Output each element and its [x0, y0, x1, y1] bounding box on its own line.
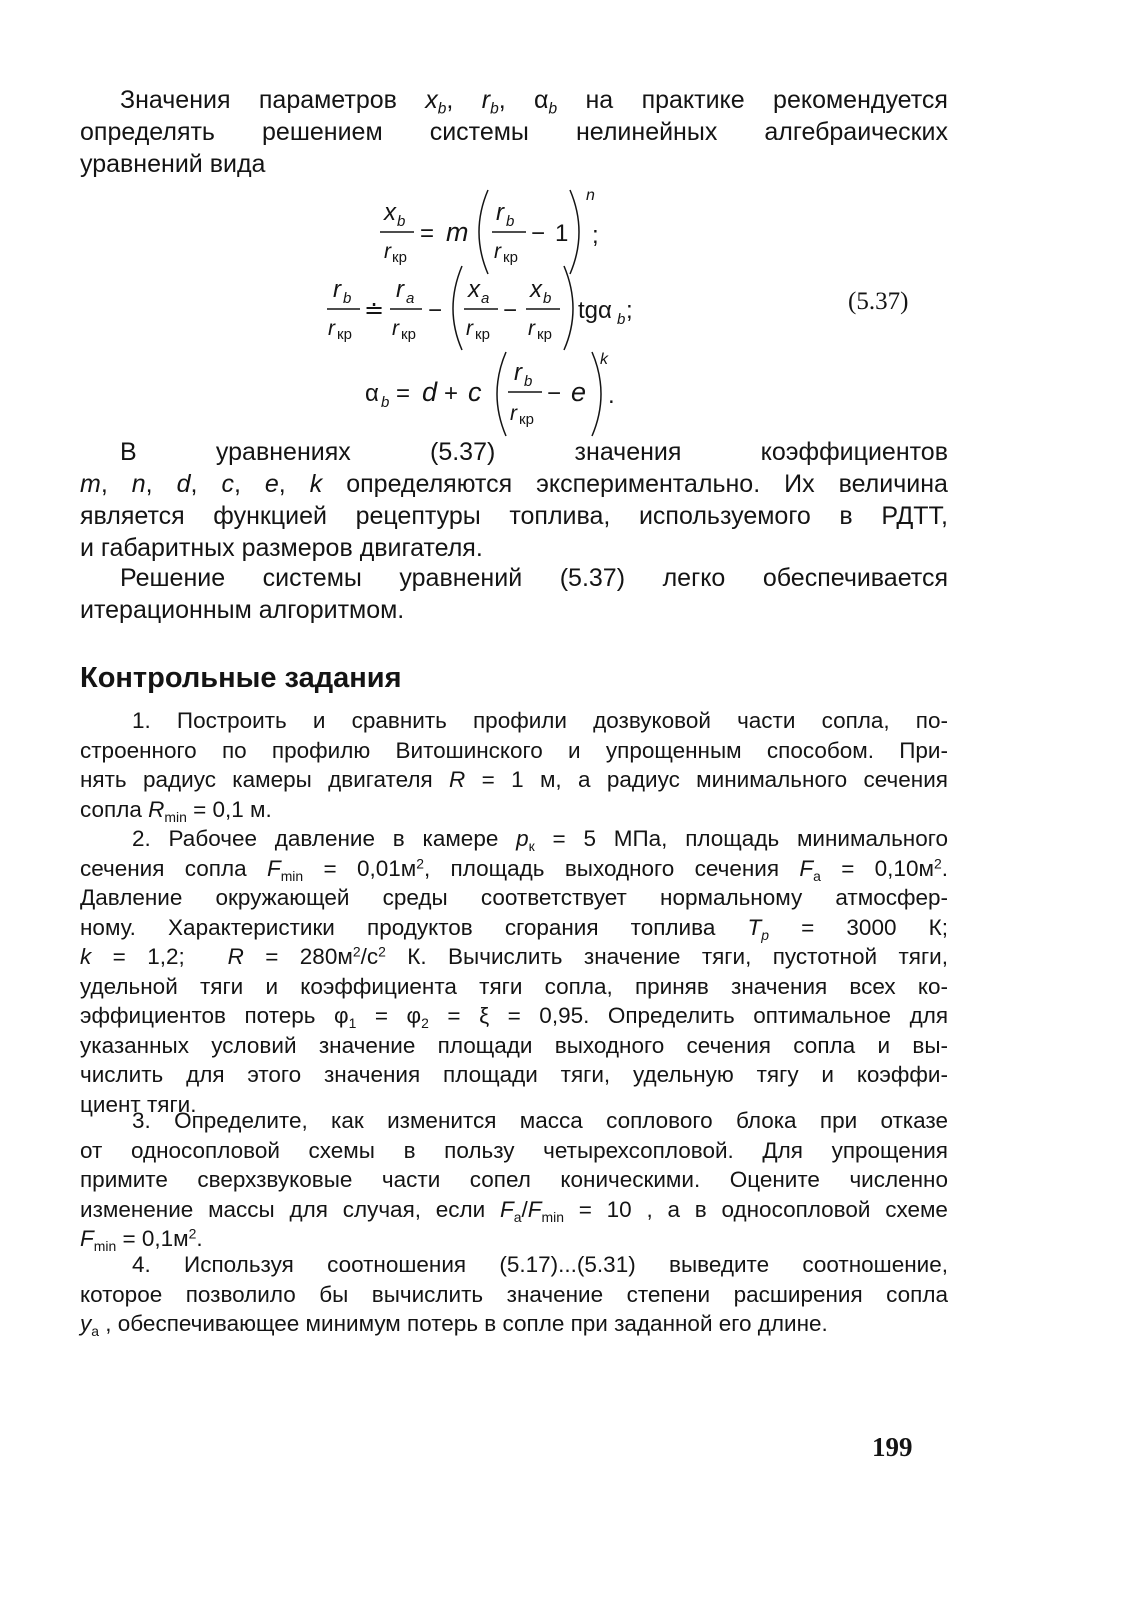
svg-text:r: r — [384, 240, 391, 263]
task3-line-3: примите сверхзвуковые части сопел коническими. Оцените численно — [80, 1167, 948, 1192]
svg-text:r: r — [466, 317, 473, 340]
svg-text:;: ; — [626, 297, 633, 324]
svg-text:b: b — [397, 213, 406, 230]
task4-line-3: $y_a$ , обеспечивающее минимум потерь в сопле при заданной его длине. — [80, 1311, 828, 1339]
svg-text:c: c — [468, 377, 482, 407]
task3-line-1: 3. Определите, как изменится масса соплового блока при отказе — [132, 1108, 948, 1133]
task1-line-2: строенного по профилю Витошинского и упрощенным способом. При- — [80, 737, 948, 763]
task2-line-1: 2. Рабочее давление в камере $p_к = 5$ МПа, площадь минимального — [132, 826, 948, 854]
svg-text:α: α — [365, 380, 379, 407]
svg-text:x: x — [384, 199, 396, 226]
task2-line-6: удельной тяги и коэффициента тяги сопла, приняв значения всех ко- — [80, 973, 948, 999]
svg-text:кр: кр — [503, 249, 518, 266]
svg-text:b: b — [506, 213, 515, 230]
task-2 — [80, 824, 948, 1119]
svg-text:e: e — [571, 377, 587, 407]
svg-text:.: . — [608, 382, 615, 409]
svg-text:b: b — [617, 311, 626, 328]
svg-text:x: x — [468, 276, 480, 303]
solution-paragraph — [80, 562, 948, 626]
coef-line-3: является функцией рецептуры топлива, используемого в РДТТ, — [80, 502, 948, 530]
task2-line-10: циент тяги. — [80, 1091, 197, 1117]
intro-line-3: уравнений вида — [80, 150, 266, 178]
equation-number: (5.37) — [848, 288, 909, 315]
svg-text:x: x — [530, 276, 542, 303]
svg-text:−: − — [428, 297, 443, 324]
svg-text:r: r — [328, 317, 335, 340]
svg-text:кр: кр — [392, 249, 407, 266]
task3-line-5: $F_{min} = 0,1м^2$. — [80, 1225, 203, 1254]
svg-text:r: r — [510, 402, 517, 425]
task2-line-8: указанных условий значение площади выходного сечения сопла и вы- — [80, 1032, 948, 1058]
task4-line-2: которое позволило бы вычислить значение степени расширения сопла — [80, 1281, 948, 1307]
task1-line-3: нять радиус камеры двигателя R = 1 м, а радиус минимального сечения — [80, 767, 948, 792]
svg-text:m: m — [446, 217, 469, 247]
equation-1 — [380, 187, 599, 274]
coef-line-2: m, n, d, c, e, k определяются экспериментально. Их величина — [80, 470, 948, 498]
coefficients-paragraph — [80, 436, 948, 564]
svg-text:=: = — [420, 220, 435, 247]
intro-line-1: Значения параметров $x_b$, $r_b$, $\alpha_b$ на практике рекомендуется — [120, 86, 948, 118]
svg-text:≐: ≐ — [364, 297, 385, 324]
task-4 — [80, 1250, 948, 1339]
svg-text:r: r — [496, 199, 504, 226]
svg-text:r: r — [392, 317, 399, 340]
task-3 — [80, 1106, 948, 1254]
task2-line-4: ному. Характеристики продуктов сгорания топлива $T_p = 3000$ К; — [80, 914, 948, 943]
page-number: 199 — [872, 1432, 913, 1462]
svg-text:a: a — [406, 290, 415, 307]
svg-text:кр: кр — [401, 326, 416, 343]
equation-2 — [327, 266, 633, 350]
svg-text:r: r — [396, 276, 404, 303]
solution-line-1: Решение системы уравнений (5.37) легко обеспечивается — [120, 564, 948, 592]
solution-line-2: итерационным алгоритмом. — [80, 596, 405, 624]
task1-line-1: 1. Построить и сравнить профили дозвуковой части сопла, по- — [132, 708, 948, 733]
task1-line-4: сопла $R_{min} = 0,1$ м. — [80, 796, 272, 825]
svg-text:b: b — [381, 394, 390, 411]
svg-text:n: n — [586, 187, 595, 204]
svg-text:b: b — [524, 373, 533, 390]
svg-text:;: ; — [592, 222, 599, 249]
svg-text:1: 1 — [555, 220, 569, 247]
intro-line-2: определять решением системы нелинейных алгебраических — [80, 118, 948, 146]
coef-line-4: и габаритных размеров двигателя. — [80, 534, 483, 562]
svg-text:a: a — [481, 290, 490, 307]
task2-line-7: эффициентов потерь $\varphi_1 = \varphi_2 = \xi = 0,95$. Определить оптимальное для — [80, 1003, 949, 1031]
svg-text:tgα: tgα — [578, 297, 612, 324]
task3-line-4: изменение массы для случая, если $F_a/F_{min} = 10$ , а в односопловой схеме — [80, 1196, 948, 1225]
svg-text:r: r — [333, 276, 341, 303]
task4-line-1: 4. Используя соотношения (5.17)...(5.31) выведите соотношение, — [132, 1252, 948, 1277]
task2-line-2: сечения сопла $F_{min} = 0,01м^2$, площадь выходного сечения $F_a = 0,10м^2$. — [80, 854, 948, 884]
task-1 — [80, 706, 948, 824]
svg-text:b: b — [543, 290, 552, 307]
svg-text:k: k — [600, 351, 608, 368]
task2-line-9: числить для этого значения площади тяги, удельную тягу и коэффи- — [80, 1062, 948, 1087]
svg-text:−: − — [531, 220, 546, 247]
equation-system-5-37 — [0, 0, 1132, 440]
coef-line-1: В уравнениях (5.37) значения коэффициентов — [120, 438, 948, 466]
task3-line-2: от односопловой схемы в пользу четырехсопловой. Для упрощения — [80, 1137, 948, 1163]
svg-text:r: r — [494, 240, 501, 263]
svg-text:d: d — [422, 377, 438, 407]
svg-text:кр: кр — [537, 326, 552, 343]
svg-text:кр: кр — [519, 411, 534, 428]
section-heading: Контрольные задания — [80, 662, 402, 694]
svg-text:−: − — [503, 297, 518, 324]
svg-text:кр: кр — [337, 326, 352, 343]
svg-text:r: r — [528, 317, 535, 340]
svg-text:кр: кр — [475, 326, 490, 343]
svg-text:b: b — [343, 290, 352, 307]
task2-line-5: k = 1,2; $R = 280м^2/с^2$ К. Вычислить значение тяги, пустотной тяги, — [80, 943, 948, 969]
svg-text:−: − — [547, 380, 562, 407]
svg-text:r: r — [514, 359, 522, 386]
svg-text:=: = — [396, 380, 411, 407]
equation-3 — [365, 351, 615, 436]
task2-line-3: Давление окружающей среды соответствует нормальному атмосфер- — [80, 885, 948, 910]
svg-text:+: + — [444, 380, 459, 407]
